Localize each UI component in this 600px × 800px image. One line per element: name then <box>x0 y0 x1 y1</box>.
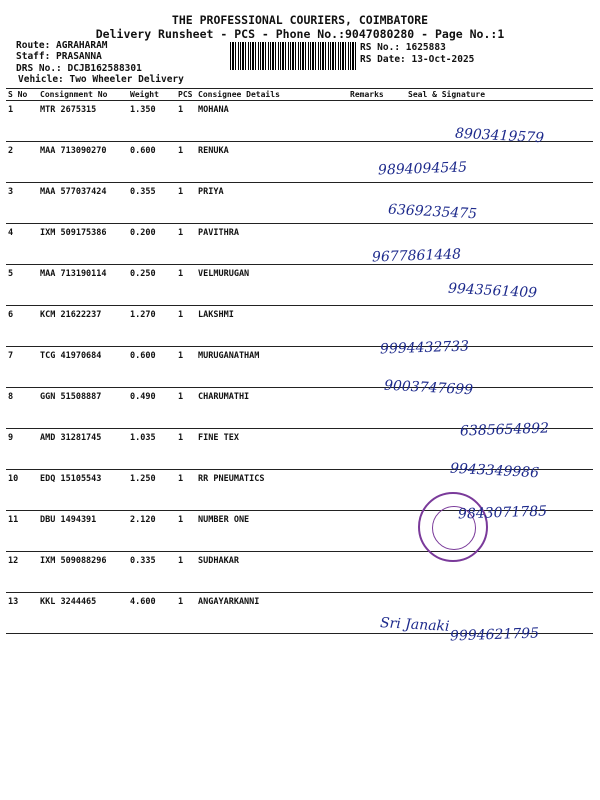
handwritten-note: 9943349986 <box>449 460 540 482</box>
cell-weight: 2.120 <box>128 511 176 552</box>
cell-consignee: PAVITHRA <box>196 224 348 265</box>
cell-weight: 4.600 <box>128 593 176 634</box>
table-row <box>6 552 593 593</box>
table-row <box>6 306 593 347</box>
cell-pcs: 1 <box>176 593 196 634</box>
cell-pcs: 1 <box>176 265 196 306</box>
col-consignment: Consignment No <box>38 89 128 101</box>
handwritten-note: 9003747699 <box>383 377 474 399</box>
cell-consignment: IXM 509088296 <box>38 552 128 593</box>
cell-remarks <box>348 511 406 552</box>
cell-sno: 9 <box>6 429 38 470</box>
handwritten-note: 9843071785 <box>457 503 548 523</box>
cell-remarks <box>348 101 406 142</box>
cell-weight: 1.250 <box>128 470 176 511</box>
route-label: Route: AGRAHARAM <box>16 40 108 51</box>
cell-pcs: 1 <box>176 388 196 429</box>
cell-remarks <box>348 265 406 306</box>
cell-consignee: SUDHAKAR <box>196 552 348 593</box>
col-pcs: PCS <box>176 89 196 101</box>
rs-date: RS Date: 13-Oct-2025 <box>360 54 475 65</box>
drs-number: DRS No.: DCJB162588301 <box>16 63 142 74</box>
table-row <box>6 347 593 388</box>
cell-consignment: MTR 2675315 <box>38 101 128 142</box>
document-subtitle: Delivery Runsheet - PCS - Phone No.:9047080280 - Page No.:1 <box>95 27 505 41</box>
cell-consignment: AMD 31281745 <box>38 429 128 470</box>
handwritten-note: 9943561409 <box>447 280 538 302</box>
cell-consignee: FINE TEX <box>196 429 348 470</box>
table-header <box>6 89 593 101</box>
vehicle-label: Vehicle: Two Wheeler Delivery <box>18 74 184 85</box>
cell-weight: 0.250 <box>128 265 176 306</box>
col-sno: S No <box>6 89 38 101</box>
runsheet-table <box>6 88 593 634</box>
cell-remarks <box>348 552 406 593</box>
cell-consignment: IXM 509175386 <box>38 224 128 265</box>
cell-weight: 0.600 <box>128 347 176 388</box>
col-signature: Seal & Signature <box>406 89 593 101</box>
cell-consignee: ANGAYARKANNI <box>196 593 348 634</box>
cell-consignee: RENUKA <box>196 142 348 183</box>
cell-sno: 7 <box>6 347 38 388</box>
cell-consignee: RR PNEUMATICS <box>196 470 348 511</box>
cell-pcs: 1 <box>176 142 196 183</box>
cell-sno: 8 <box>6 388 38 429</box>
cell-consignment: KKL 3244465 <box>38 593 128 634</box>
cell-pcs: 1 <box>176 183 196 224</box>
col-weight: Weight <box>128 89 176 101</box>
cell-consignment: MAA 713090270 <box>38 142 128 183</box>
handwritten-note: 8903419579 <box>454 125 545 147</box>
cell-consignee: NUMBER ONE <box>196 511 348 552</box>
cell-sno: 6 <box>6 306 38 347</box>
cell-pcs: 1 <box>176 511 196 552</box>
cell-sno: 3 <box>6 183 38 224</box>
staff-label: Staff: PRASANNA <box>16 51 102 62</box>
col-consignee: Consignee Details <box>196 89 348 101</box>
cell-remarks <box>348 429 406 470</box>
cell-consignment: EDQ 15105543 <box>38 470 128 511</box>
cell-pcs: 1 <box>176 470 196 511</box>
cell-weight: 0.600 <box>128 142 176 183</box>
cell-consignee: LAKSHMI <box>196 306 348 347</box>
cell-pcs: 1 <box>176 552 196 593</box>
seal-stamp <box>418 492 488 562</box>
cell-weight: 0.355 <box>128 183 176 224</box>
handwritten-note: 9994432733 <box>379 338 470 358</box>
cell-consignee: PRIYA <box>196 183 348 224</box>
table-row <box>6 142 593 183</box>
handwritten-note: 9894094545 <box>377 159 468 179</box>
cell-weight: 0.490 <box>128 388 176 429</box>
cell-consignment: DBU 1494391 <box>38 511 128 552</box>
cell-weight: 0.200 <box>128 224 176 265</box>
cell-sno: 12 <box>6 552 38 593</box>
cell-pcs: 1 <box>176 101 196 142</box>
handwritten-note: 6385654892 <box>459 420 550 440</box>
cell-consignment: MAA 577037424 <box>38 183 128 224</box>
cell-consignee: MOHANA <box>196 101 348 142</box>
cell-weight: 1.035 <box>128 429 176 470</box>
handwritten-note: 9994621795 <box>449 625 540 645</box>
cell-consignee: CHARUMATHI <box>196 388 348 429</box>
document-title: THE PROFESSIONAL COURIERS, COIMBATORE <box>171 13 429 27</box>
cell-pcs: 1 <box>176 347 196 388</box>
cell-weight: 1.350 <box>128 101 176 142</box>
cell-sno: 4 <box>6 224 38 265</box>
handwritten-note: 6369235475 <box>387 201 478 223</box>
cell-pcs: 1 <box>176 306 196 347</box>
handwritten-note: Sri Janaki <box>379 615 450 635</box>
table-row <box>6 183 593 224</box>
cell-sno: 11 <box>6 511 38 552</box>
barcode <box>230 42 356 70</box>
cell-pcs: 1 <box>176 429 196 470</box>
cell-sno: 13 <box>6 593 38 634</box>
cell-consignee: VELMURUGAN <box>196 265 348 306</box>
cell-consignment: KCM 21622237 <box>38 306 128 347</box>
rs-number: RS No.: 1625883 <box>360 42 446 53</box>
cell-consignment: GGN 51508887 <box>38 388 128 429</box>
cell-consignment: TCG 41970684 <box>38 347 128 388</box>
cell-consignee: MURUGANATHAM <box>196 347 348 388</box>
cell-sno: 2 <box>6 142 38 183</box>
table-row <box>6 224 593 265</box>
cell-sno: 1 <box>6 101 38 142</box>
cell-pcs: 1 <box>176 224 196 265</box>
cell-sno: 5 <box>6 265 38 306</box>
col-remarks: Remarks <box>348 89 406 101</box>
cell-signature <box>406 552 593 593</box>
handwritten-note: 9677861448 <box>371 246 462 266</box>
cell-weight: 0.335 <box>128 552 176 593</box>
cell-weight: 1.270 <box>128 306 176 347</box>
cell-sno: 10 <box>6 470 38 511</box>
cell-remarks <box>348 470 406 511</box>
cell-consignment: MAA 713190114 <box>38 265 128 306</box>
